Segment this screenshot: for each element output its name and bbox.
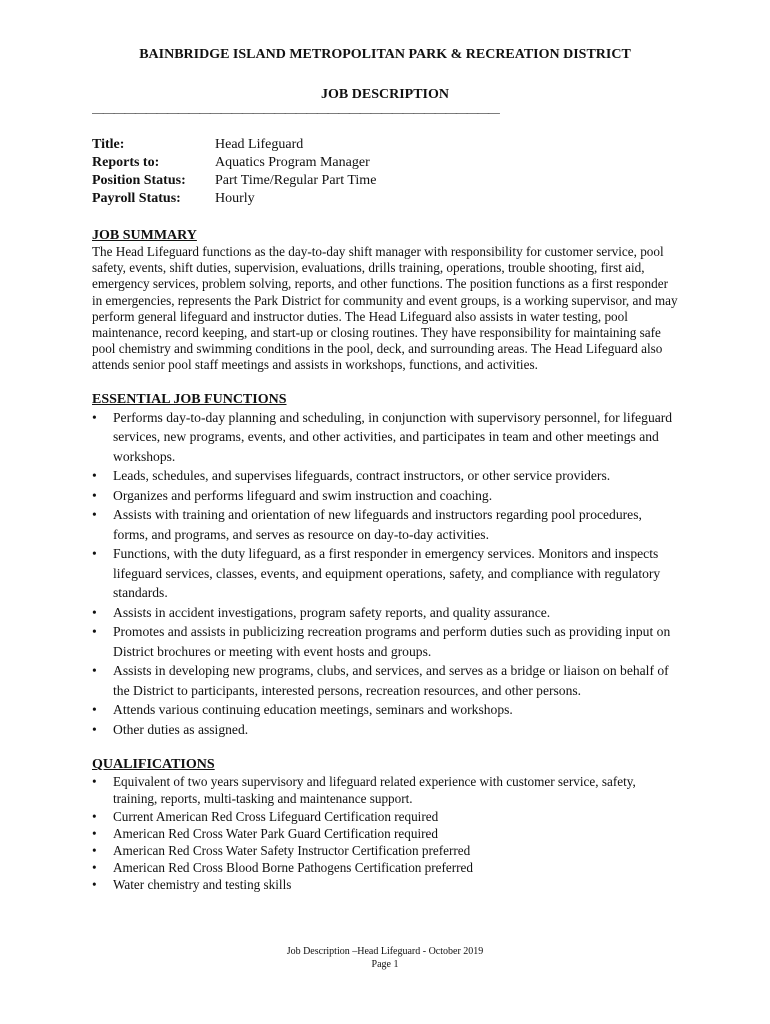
job-summary-heading: JOB SUMMARY — [92, 228, 197, 243]
organization-name: BAINBRIDGE ISLAND METROPOLITAN PARK & RECREATION DISTRICT — [139, 47, 631, 62]
list-item: • Water chemistry and testing skills — [92, 876, 678, 893]
position-info-value: Part Time/Regular Part Time — [215, 173, 377, 188]
list-item: • Other duties as assigned. — [92, 720, 678, 740]
list-item: • American Red Cross Water Safety Instructor Certification preferred — [92, 842, 678, 859]
list-item: • Attends various continuing education meetings, seminars and workshops. — [92, 700, 678, 720]
list-item: • Promotes and assists in publicizing recreation programs and perform duties such as providing input on District brochures or meeting with event hosts and groups. — [92, 622, 678, 661]
job-summary-section — [92, 228, 678, 374]
position-info-key: Title: — [92, 137, 125, 152]
list-item: • Equivalent of two years supervisory and lifeguard related experience with customer service, safety, training, reports, multi-tasking and maintenance support. — [92, 773, 678, 807]
position-info-row — [92, 154, 376, 172]
position-info-row — [92, 190, 376, 208]
position-info-value: Aquatics Program Manager — [215, 155, 370, 170]
position-info-key: Position Status: — [92, 173, 186, 188]
job-summary-text: The Head Lifeguard functions as the day-to-day shift manager with responsibility for customer service, pool safety, events, shift duties, supervision, evaluations, drills training, operations, trouble shooting, first aid, emergency services, problem solving, reports, and other functions. The position functions as a first responder in emergencies, represents the Park District for community and event groups, is a working supervisor, and may perform general lifeguard and instructor duties. The Head Lifeguard also assists in water testing, pool maintenance, record keeping, and start-up or closing routines. They have responsibility for maintaining safe pool chemistry and swimming conditions in the pool, deck, and surrounding areas. The Head Lifeguard also attends senior pool staff meetings and assists in workshops, functions, and activities. — [92, 244, 678, 373]
list-item: • Performs day-to-day planning and scheduling, in conjunction with supervisory personnel, for lifeguard services, new programs, events, and other activities, and participates in team and other meetings and workshops. — [92, 408, 678, 467]
list-item: • American Red Cross Blood Borne Pathogens Certification preferred — [92, 859, 678, 876]
footer-page-number: Page 1 — [371, 959, 399, 970]
list-item: • Organizes and performs lifeguard and swim instruction and coaching. — [92, 486, 678, 506]
position-info-row — [92, 136, 376, 154]
list-item: • Leads, schedules, and supervises lifeguards, contract instructors, or other service providers. — [92, 466, 678, 486]
essential-functions-list — [92, 408, 678, 740]
list-item: • Current American Red Cross Lifeguard Certification required — [92, 808, 678, 825]
qualifications-section — [92, 757, 678, 893]
essential-functions-heading: ESSENTIAL JOB FUNCTIONS — [92, 391, 287, 407]
list-item: • Functions, with the duty lifeguard, as a first responder in emergency services. Monitors and inspects lifeguard services, classes, events, and equipment operations, safety, and compliance with regulatory standards. — [92, 544, 678, 603]
qualifications-heading: QUALIFICATIONS — [92, 757, 215, 773]
divider-rule: —————————————————————————————————————— — [92, 105, 499, 119]
document-title: JOB DESCRIPTION — [321, 87, 449, 102]
list-item: • Assists with training and orientation of new lifeguards and instructors regarding pool procedures, forms, and programs, and serves as resource on day-to-day activities. — [92, 505, 678, 544]
qualifications-list — [92, 773, 678, 893]
footer-document-label: Job Description –Head Lifeguard - October 2019 — [286, 946, 484, 957]
position-info-row — [92, 172, 376, 190]
list-item: • Assists in developing new programs, clubs, and services, and serves as a bridge or liaison on behalf of the District to participants, interested persons, recreation resources, and other persons. — [92, 661, 678, 700]
position-info-value: Hourly — [215, 191, 255, 206]
page-footer — [0, 945, 770, 971]
position-info-table — [92, 136, 376, 208]
list-item: • Assists in accident investigations, program safety reports, and quality assurance. — [92, 603, 678, 623]
position-info-key: Reports to: — [92, 155, 160, 170]
position-info-value: Head Lifeguard — [215, 137, 304, 152]
position-info-key: Payroll Status: — [92, 191, 181, 206]
list-item: • American Red Cross Water Park Guard Certification required — [92, 825, 678, 842]
essential-functions-section — [92, 392, 678, 740]
